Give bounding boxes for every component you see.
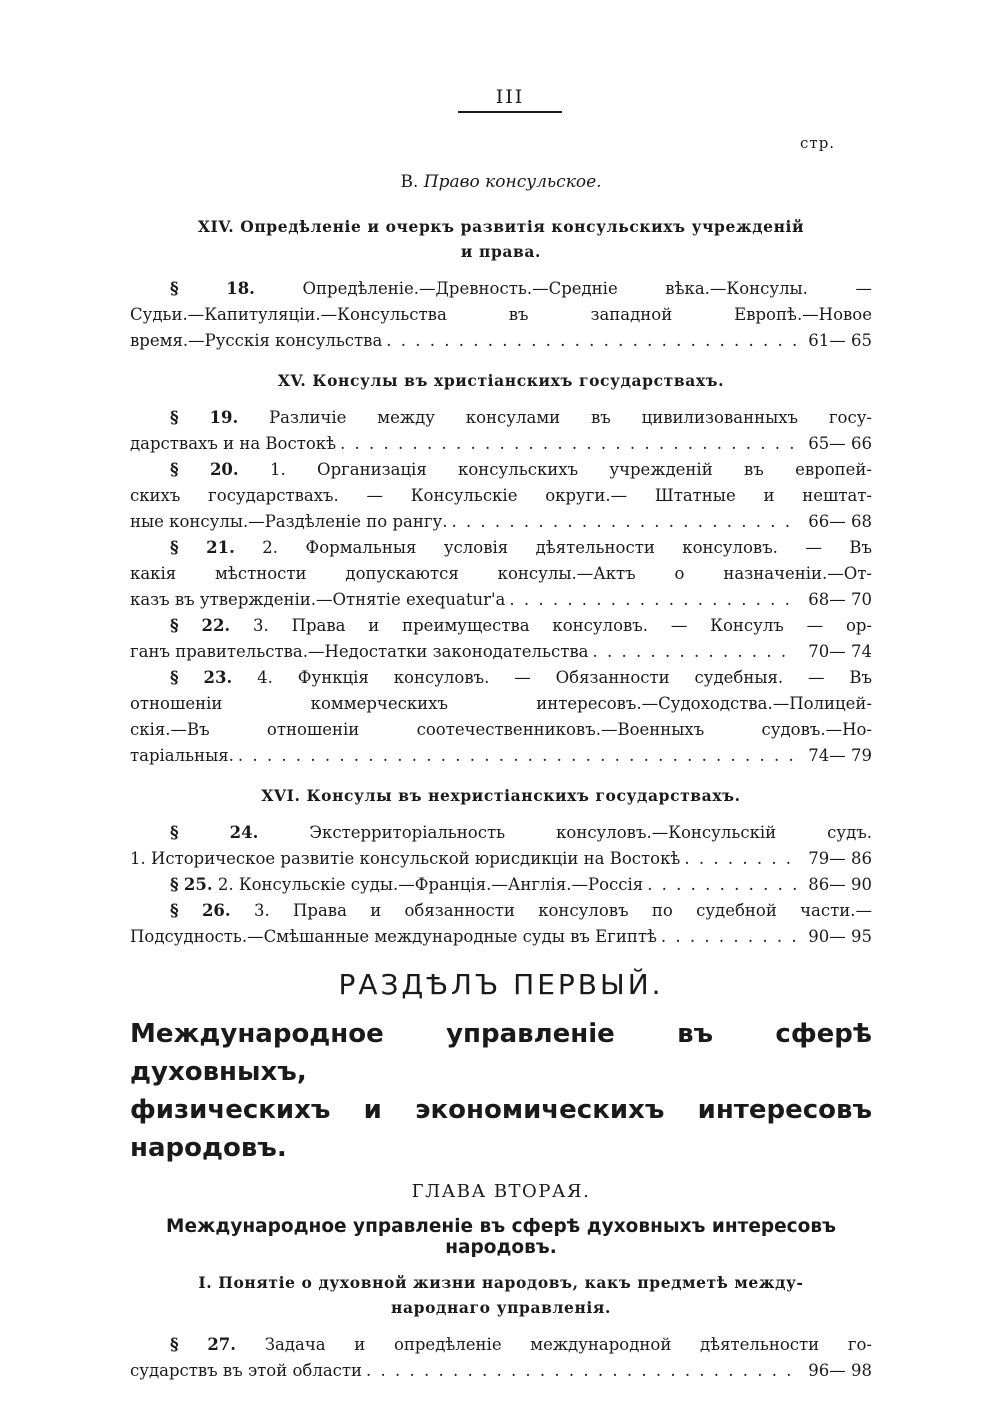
section-number: 20. xyxy=(209,460,239,479)
section-number: 18. xyxy=(226,279,255,298)
chapter-heading-xv: XV. Консулы въ христіанскихъ государствахъ. xyxy=(277,371,725,390)
toc-entry-19[interactable] xyxy=(130,405,872,457)
section-sign: § xyxy=(170,460,179,479)
entry-text: 2. Консульскіе суды.—Франція.—Англія.—Россія xyxy=(217,875,644,894)
entry-text: ные консулы.—Раздѣленіе по рангу. xyxy=(130,512,448,531)
section-number: 26. xyxy=(201,901,231,920)
part-title: РАЗДѢЛЪ ПЕРВЫЙ. xyxy=(338,968,664,1001)
part-subtitle-line: Международное управленіе въ сферѣ духовныхъ, xyxy=(130,1019,872,1087)
section-number: 22. xyxy=(201,616,231,635)
toc-entry-18[interactable] xyxy=(130,276,872,354)
chapter-title-line: I. Понятіе о духовной жизни народовъ, какъ предметѣ между- xyxy=(198,1273,804,1292)
section-sign: § xyxy=(170,1335,179,1354)
section-sign: § xyxy=(170,538,179,557)
part-subtitle-line: физическихъ и экономическихъ интересовъ народовъ. xyxy=(130,1095,872,1163)
chapter-two-title: ГЛАВА ВТОРАЯ. xyxy=(411,1181,591,1202)
section-title: Право консульское. xyxy=(423,172,602,192)
page-range: 70— 74 xyxy=(808,642,872,661)
toc-entry-24[interactable] xyxy=(130,820,872,872)
entry-text: скія.—Въ отношеніи соотечественниковъ.—Военныхъ судовъ.—Но- xyxy=(130,720,872,739)
entry-text: Задача и опредѣленіе международной дѣятельности го- xyxy=(264,1335,873,1354)
section-sign: § xyxy=(170,901,179,920)
page-range: 90— 95 xyxy=(808,927,872,946)
toc-entry-26[interactable] xyxy=(130,898,872,950)
page-range: 86— 90 xyxy=(808,875,872,894)
toc-entry-27[interactable] xyxy=(130,1332,872,1384)
page-range: 61— 65 xyxy=(808,331,872,350)
section-number: 23. xyxy=(203,668,233,687)
toc-entry-20[interactable] xyxy=(130,457,872,535)
section-sign: § xyxy=(170,408,179,427)
entry-text: сударствъ въ этой области xyxy=(130,1361,363,1380)
entry-text: отношеніи коммерческихъ интересовъ.—Судоходства.—Полицей- xyxy=(130,694,872,713)
page-range: 79— 86 xyxy=(808,849,872,868)
section-heading xyxy=(130,172,872,192)
section-number: 24. xyxy=(229,823,259,842)
entry-text: Опредѣленіе.—Древность.—Средніе вѣка.—Консулы. — xyxy=(302,279,872,298)
section-number: 27. xyxy=(207,1335,237,1354)
toc-entry-21[interactable] xyxy=(130,535,872,613)
entry-text: 3. Права и обязанности консуловъ по судебной части.— xyxy=(253,901,872,920)
page-range: 68— 70 xyxy=(808,590,872,609)
chapter-heading-xvi: XVI. Консулы въ нехристіанскихъ государствахъ. xyxy=(261,786,741,805)
chapter-heading-i xyxy=(130,1270,872,1320)
entry-text: дарствахъ и на Востокѣ xyxy=(130,434,337,453)
page-range: 96— 98 xyxy=(808,1361,872,1380)
entry-text: Экстерриторіальность консуловъ.—Консульскій судъ. xyxy=(309,823,873,842)
toc-entry-25[interactable] xyxy=(130,872,872,898)
section-sign: § xyxy=(170,616,179,635)
section-letter: В. xyxy=(400,172,419,192)
chapter-title-line: народнаго управленія. xyxy=(391,1298,611,1317)
page-range: 65— 66 xyxy=(808,434,872,453)
toc-entry-22[interactable] xyxy=(130,613,872,665)
entry-text: 3. Права и преимущества консуловъ. — Консулъ — ор- xyxy=(253,616,873,635)
section-number: 25. xyxy=(183,875,213,894)
chapter-two-subtitle: Международное управленіе въ сферѣ духовныхъ интересовъ народовъ. xyxy=(166,1216,836,1258)
entry-text: таріальныя. xyxy=(130,746,234,765)
entry-text: 2. Формальныя условія дѣятельности консуловъ. — Въ xyxy=(262,538,872,557)
page-column-label: стр. xyxy=(800,134,836,152)
entry-text: Различіе между консулами въ цивилизованныхъ госу- xyxy=(269,408,872,427)
toc-entry-23[interactable] xyxy=(130,665,872,769)
section-sign: § xyxy=(170,668,179,687)
entry-text: 1. Историческое развитіе консульской юрисдикціи на Востокѣ xyxy=(130,849,681,868)
chapter-title-line: и права. xyxy=(460,242,542,261)
entry-text: какія мѣстности допускаются консулы.—Актъ о назначеніи.—От- xyxy=(130,564,872,583)
section-sign: § xyxy=(170,875,179,894)
entry-text: Судьи.—Капитуляціи.—Консульства въ западной Европѣ.—Новое xyxy=(130,305,872,324)
entry-text: казъ въ утвержденіи.—Отнятіе exequatur'а xyxy=(130,590,506,609)
entry-text: ганъ правительства.—Недостатки законодательства xyxy=(130,642,589,661)
section-sign: § xyxy=(170,279,179,298)
entry-text: время.—Русскія консульства xyxy=(130,331,383,350)
chapter-title-line: XIV. Опредѣленіе и очеркъ развитія консульскихъ учрежденій xyxy=(197,217,805,236)
section-number: 19. xyxy=(209,408,239,427)
page-range: 74— 79 xyxy=(808,746,872,765)
chapter-heading-xiv xyxy=(130,214,872,264)
table-of-contents xyxy=(130,172,872,1384)
entry-text: 1. Организація консульскихъ учрежденій въ европей- xyxy=(269,460,872,479)
entry-text: 4. Функція консуловъ. — Обязанности судебныя. — Въ xyxy=(257,668,873,687)
page-range: 66— 68 xyxy=(808,512,872,531)
entry-text: скихъ государствахъ. — Консульскіе округи.— Штатные и нештат- xyxy=(130,486,872,505)
section-number: 21. xyxy=(206,538,235,557)
page-number: III xyxy=(458,86,562,113)
entry-text: Подсудность.—Смѣшанные международные суды въ Египтѣ xyxy=(130,927,657,946)
section-sign: § xyxy=(170,823,179,842)
